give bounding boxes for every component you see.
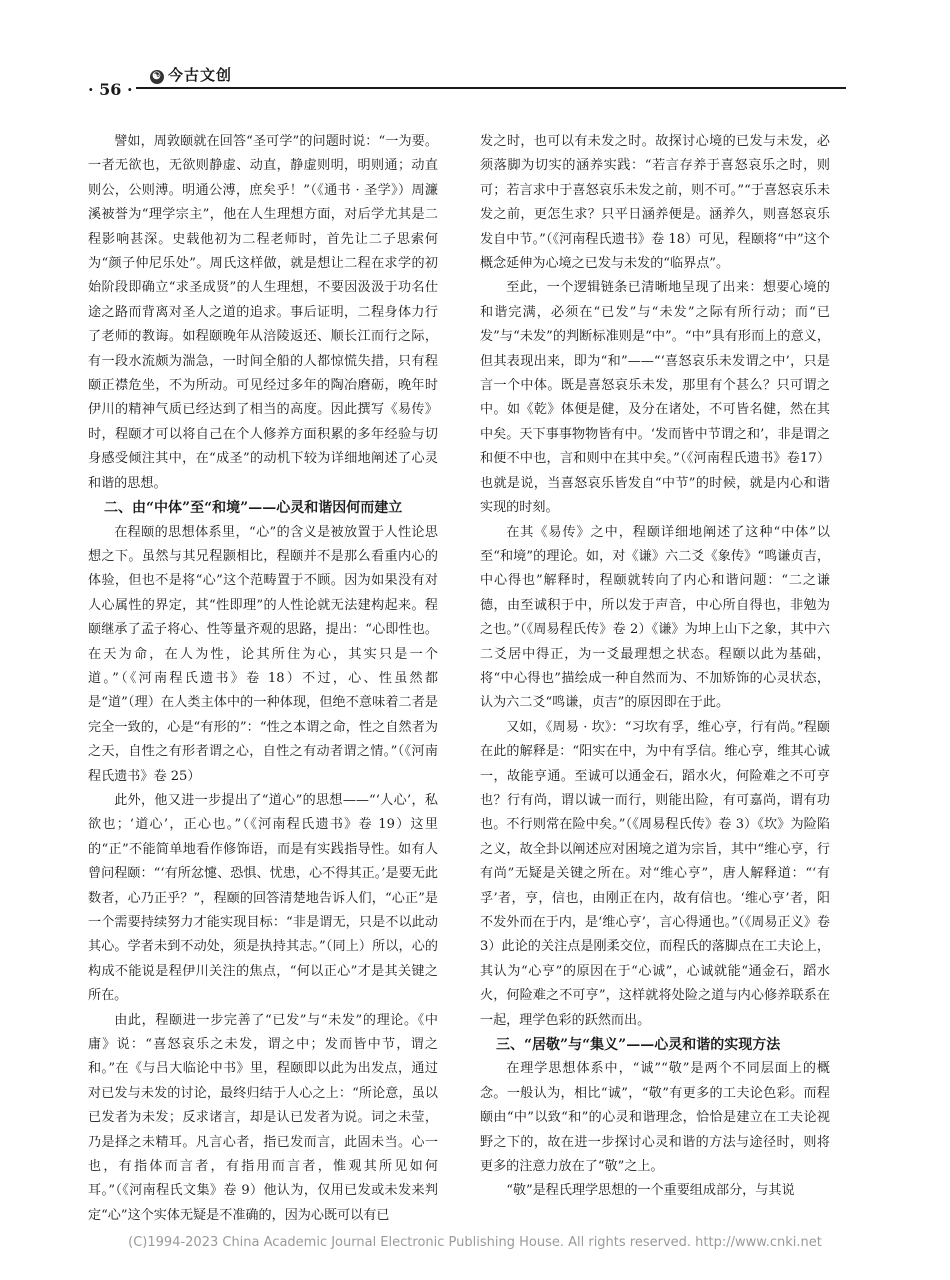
- section-heading-3: 三、“居敬”与“集义”——心灵和谐的实现方法: [496, 1037, 781, 1054]
- body-paragraph: “敬”是程氏理学思想的一个重要组成部分，与其说: [506, 1183, 795, 1199]
- body-paragraph: 在理学思想体系中，“诚”“敬”是两个不同层面上的概念。一般认为，相比“诚”，“敬”有更多的工夫论色彩。而程颐由“中”以致“和”的心灵和谐理念，恰恰是建立在工夫论视野之下的，故在进一步探讨心灵和谐的方法与途径时，则将更多的注意力放在了“敬”之上。: [480, 1061, 830, 1175]
- page-number: · 56 ·: [88, 80, 133, 99]
- journal-title: [150, 64, 232, 85]
- page-header: [88, 62, 846, 98]
- left-column: [88, 130, 438, 1228]
- header-rule: [136, 87, 846, 89]
- body-paragraph: 又如，《周易 · 坎》：“习坎有孚，维心亨，行有尚。”程颐在此的解释是：“阳实在中，为中有孚信。维心亨，维其心诚一，故能亨通。至诚可以通金石，蹈水火，何险难之不可亨也？行有尚，谓以诚一而行，则能出险，有可嘉尚，谓有功也。不行则常在险中矣。”（《周易程氏传》卷 3）《坎》为险陷之义，故全卦以阐述应对困境之道为宗旨，其中“维心亨，行有尚”无疑是关键之所在。对“维心亨”，唐人解释道：“‘有孚’者，亨，信也，由刚正在内，故有信也。‘维心亨’者，阳不发外而在于内，是‘维心亨’，言心得通也。”（《周易正义》卷 3）此论的关注点是刚柔交位，而程氏的落脚点在工夫论上，其认为“心亨”的原因在于“心诚”，心诚就能“通金石，蹈水火，何险难之不可亨”，这样就将处险之道与内心修养联系在一起，理学色彩的跃然而出。: [480, 719, 830, 1028]
- body-paragraph: 至此，一个逻辑链条已清晰地呈现了出来：想要心境的和谐完满，必须在“已发”与“未发”之际有所行动；而“已发”与“未发”的判断标准则是“中”。“中”具有形而上的意义，但其表现出来，即为“和”——“‘喜怒哀乐未发谓之中’，只是言一个中体。既是喜怒哀乐未发，那里有个甚么？只可谓之中。如《乾》体便是健，及分在诸处，不可皆名健，然在其中矣。天下事事物物皆有中。‘发而皆中节谓之和’，非是谓之和便不中也，言和则中在其中矣。”（《河南程氏遗书》卷17）也就是说，当喜怒哀乐皆发自“中节”的时候，就是内心和谐实现的时刻。: [480, 280, 830, 516]
- body-paragraph: 由此，程颐进一步完善了“已发”与“未发”的理论。《中庸》说：“喜怒哀乐之未发，谓之中；发而皆中节，谓之和。”在《与吕大临论中书》里，程颐即以此为出发点，通过对已发与未发的讨论，最终归结于人心之上：“所论意，虽以已发者为未发；反求诸言，却是认已发者为说。词之未莹，乃是择之未精耳。凡言心者，指已发而言，此固未当。心一也，有指体而言者，有指用而言者，惟观其所见如何耳。”（《河南程氏文集》卷 9）他认为，仅用已发或未发来判定“心”这个实体无疑是不准确的，因为心既可以有已: [88, 1012, 438, 1223]
- copyright-footer: (C)1994-2023 China Academic Journal Electronic Publishing House. All rights reserved. http://www.cnki.net: [128, 1235, 822, 1250]
- body-paragraph-continued: 发之时，也可以有未发之时。故探讨心境的已发与未发，必须落脚为切实的涵养实践：“若言存养于喜怒哀乐之时，则可；若言求中于喜怒哀乐未发之前，则不可。”“于喜怒哀乐未发之前，更怎生求？只平日涵养便是。涵养久，则喜怒哀乐发自中节。”（《河南程氏遗书》卷 18）可见，程颐将“中”这个概念延伸为心境之已发与未发的“临界点”。: [480, 134, 830, 272]
- body-paragraph: 在其《易传》之中，程颐详细地阐述了这种“中体”以至“和境”的理论。如，对《谦》六二爻《象传》“鸣谦贞吉，中心得也”解释时，程颐就转向了内心和谐问题：“二之谦德，由至诚积于中，所以发于声音，中心所自得也，非勉为之也。”（《周易程氏传》卷 2）《谦》为坤上山下之象，其中六二爻居中得正，为一爻最理想之状态。程颐以此为基础，将“中心得也”描绘成一种自然而为、不加矫饰的心灵状态，认为六二爻“鸣谦，贞吉”的原因即在于此。: [480, 524, 830, 711]
- body-paragraph: 在程颐的思想体系里，“心”的含义是被放置于人性论思想之下。虽然与其兄程颢相比，程颐并不是那么看重内心的体验，但也不是将“心”这个范畴置于不顾。因为如果没有对人心属性的界定，其“性即理”的人性论就无法建构起来。程颐继承了孟子将心、性等量齐观的思路，提出：“心即性也。在天为命，在人为性，论其所住为心，其实只是一个道。”（《河南程氏遗书》卷 18）不过，心、性虽然都是“道”（理）在人类主体中的一种体现，但绝不意味着二者是完全一致的，心是“有形的”：“性之本谓之命，性之自然者为之天，自性之有形者谓之心，自性之有动者谓之情。”（《河南程氏遗书》卷 25）: [88, 524, 438, 784]
- journal-logo-icon: ☯: [150, 70, 164, 84]
- body-paragraph: 此外，他又进一步提出了“道心”的思想——“‘人心’，私欲也；‘道心’，正心也。”（《河南程氏遗书》卷 19）这里的“正”不能简单地看作修饰语，而是有实践指导性。如有人曾问程颐：“‘有所忿懥、恐惧、忧患，心不得其正。’是要无此数者，心乃正乎？”，程颐的回答清楚地告诉人们，“心正”是一个需要持续努力才能实现目标：“非是谓无，只是不以此动其心。学者未到不动处，须是执持其志。”（同上）所以，心的构成不能说是程伊川关注的焦点，“何以正心”才是其关键之所在。: [88, 792, 438, 1004]
- section-heading-2: 二、由“中体”至“和境”——心灵和谐因何而建立: [104, 500, 403, 517]
- right-column: [480, 130, 830, 1204]
- body-paragraph: 譬如，周敦颐就在回答“圣可学”的问题时说：“一为要。一者无欲也，无欲则静虚、动直，静虚则明，明则通；动直则公，公则溥。明通公溥，庶矣乎！”（《通书 · 圣学》）周濂溪被誉为“理学宗主”，他在人生理想方面，对后学尤其是二程影响甚深。史载他初为二程老师时，首先让二子思索何为“颜子仲尼乐处”。周氏这样做，就是想让二程在求学的初始阶段即确立“求圣成贤”的人生理想，不要因汲汲于功名仕途之路而背离对圣人之道的追求。事后证明，二程身体力行了老师的教诲。如程颐晚年从涪陵返还、顺长江而行之际，有一段水流颇为湍急，一时间全船的人都惊慌失措，只有程颐正襟危坐，不为所动。可见经过多年的陶冶磨砺，晚年时伊川的精神气质已经达到了相当的高度。因此撰写《易传》时，程颐才可以将自己在个人修养方面积累的多年经验与切身感受倾注其中，在“成圣”的动机下较为详细地阐述了心灵和谐的思想。: [88, 134, 438, 491]
- journal-name: 今古文创: [168, 66, 233, 84]
